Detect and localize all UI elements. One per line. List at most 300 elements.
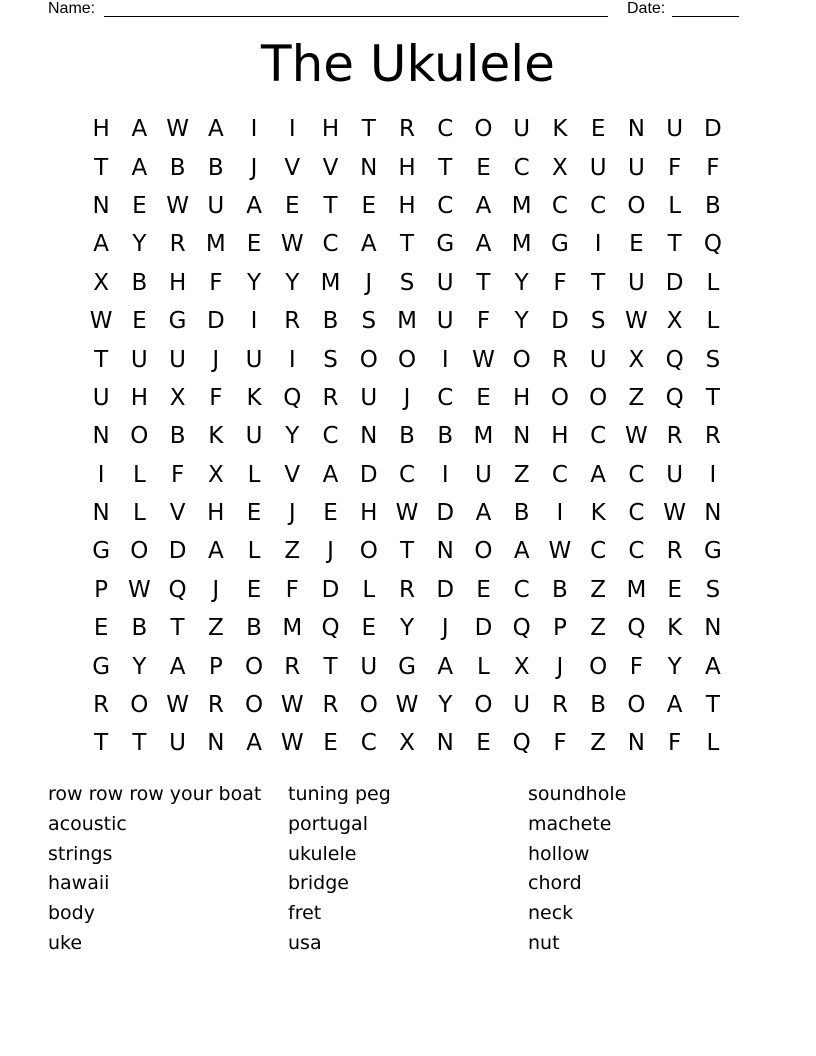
grid-letter[interactable]: C — [590, 192, 607, 219]
grid-letter[interactable]: E — [246, 231, 262, 258]
grid-letter[interactable]: I — [288, 346, 296, 373]
grid-letter[interactable]: E — [361, 192, 377, 219]
grid-letter[interactable]: B — [131, 269, 148, 296]
page-title: The Ukulele — [261, 35, 555, 93]
grid-letter[interactable]: G — [703, 538, 722, 565]
grid-letter[interactable]: F — [476, 308, 491, 335]
grid-letter[interactable]: T — [591, 269, 606, 296]
grid-letter[interactable]: U — [130, 346, 148, 373]
grid-letter[interactable]: F — [706, 154, 720, 181]
grid-letter[interactable]: T — [399, 538, 415, 565]
grid-letter[interactable]: A — [93, 231, 109, 258]
grid-letter[interactable]: Z — [590, 730, 607, 757]
grid-letter[interactable]: F — [668, 730, 682, 757]
grid-letter[interactable]: I — [97, 461, 105, 488]
grid-letter[interactable]: R — [322, 692, 339, 719]
grid-letter[interactable]: M — [397, 308, 417, 335]
grid-letter[interactable]: F — [553, 730, 567, 757]
grid-letter[interactable]: T — [94, 730, 109, 757]
grid-letter[interactable]: T — [705, 384, 720, 411]
grid-letter[interactable]: J — [288, 500, 296, 527]
grid-letter[interactable]: S — [705, 346, 721, 373]
grid-letter[interactable]: A — [131, 154, 148, 181]
grid-letter[interactable]: N — [207, 730, 225, 757]
grid-letter[interactable]: C — [398, 461, 416, 488]
grid-letter[interactable]: D — [321, 576, 340, 603]
grid-letter[interactable]: N — [704, 615, 722, 642]
grid-letter[interactable]: O — [627, 192, 646, 219]
grid-letter[interactable]: Y — [514, 308, 529, 335]
grid-letter[interactable]: H — [360, 500, 378, 527]
grid-letter[interactable]: B — [246, 615, 262, 642]
grid-letter[interactable]: I — [441, 461, 449, 488]
grid-letter[interactable]: G — [92, 538, 111, 565]
grid-letter[interactable]: D — [359, 461, 378, 488]
grid-letter[interactable]: Y — [285, 423, 300, 450]
grid-letter[interactable]: N — [436, 730, 454, 757]
grid-letter[interactable]: L — [362, 576, 376, 603]
grid-letter[interactable]: W — [663, 500, 686, 527]
grid-letter[interactable]: N — [627, 730, 645, 757]
grid-letter[interactable]: L — [706, 269, 720, 296]
grid-letter[interactable]: M — [205, 231, 226, 258]
grid-letter[interactable]: R — [207, 692, 224, 719]
grid-letter[interactable]: Z — [513, 461, 530, 488]
grid-letter[interactable]: B — [704, 192, 721, 219]
grid-letter[interactable]: C — [437, 384, 454, 411]
grid-letter[interactable]: F — [285, 576, 299, 603]
grid-letter[interactable]: U — [666, 461, 684, 488]
grid-letter[interactable]: B — [513, 500, 530, 527]
grid-letter[interactable]: U — [513, 692, 531, 719]
grid-letter[interactable]: T — [667, 231, 682, 258]
grid-row — [82, 494, 732, 532]
grid-letter[interactable]: N — [436, 538, 454, 565]
grid-letter[interactable]: S — [399, 269, 415, 296]
grid-letter[interactable]: B — [437, 423, 454, 450]
grid-letter[interactable]: T — [361, 116, 376, 143]
grid-letter[interactable]: H — [398, 154, 416, 181]
grid-letter[interactable]: E — [590, 116, 606, 143]
grid-letter[interactable]: A — [590, 461, 607, 488]
grid-letter[interactable]: U — [436, 308, 454, 335]
grid-letter[interactable]: Z — [628, 384, 645, 411]
grid-letter[interactable]: M — [320, 269, 341, 296]
grid-letter[interactable]: N — [360, 423, 378, 450]
grid-letter[interactable]: S — [705, 576, 721, 603]
grid-letter[interactable]: J — [556, 653, 564, 680]
grid-letter[interactable]: A — [246, 192, 262, 219]
grid-letter[interactable]: H — [398, 192, 416, 219]
grid-letter[interactable]: Q — [283, 384, 302, 411]
grid-letter[interactable]: W — [625, 308, 648, 335]
grid-letter[interactable]: X — [552, 154, 568, 181]
grid-letter[interactable]: R — [704, 423, 721, 450]
grid-letter[interactable]: U — [513, 116, 531, 143]
grid-letter[interactable]: T — [323, 192, 338, 219]
grid-letter[interactable]: E — [476, 154, 491, 181]
grid-letter[interactable]: Z — [590, 576, 607, 603]
grid-letter[interactable]: F — [553, 269, 567, 296]
grid-letter[interactable]: J — [365, 269, 373, 296]
grid-letter[interactable]: W — [280, 692, 304, 719]
grid-letter[interactable]: R — [666, 538, 683, 565]
grid-letter[interactable]: I — [709, 461, 717, 488]
grid-letter[interactable]: T — [170, 615, 185, 642]
grid-letter[interactable]: G — [398, 653, 416, 680]
grid-letter[interactable]: D — [436, 576, 455, 603]
grid-letter[interactable]: X — [513, 653, 530, 680]
grid-letter[interactable]: B — [131, 615, 148, 642]
grid-letter[interactable]: D — [704, 116, 722, 143]
grid-letter[interactable]: O — [474, 538, 493, 565]
grid-letter[interactable]: C — [322, 231, 339, 258]
grid-letter[interactable]: C — [322, 423, 339, 450]
grid-letter[interactable]: U — [589, 154, 607, 181]
grid-letter[interactable]: E — [323, 730, 338, 757]
grid-letter[interactable]: D — [665, 269, 684, 296]
grid-letter[interactable]: U — [627, 154, 645, 181]
grid-letter[interactable]: V — [284, 154, 301, 181]
grid-letter[interactable]: B — [322, 308, 339, 335]
grid-letter[interactable]: Y — [247, 269, 262, 296]
grid-letter[interactable]: G — [436, 231, 455, 258]
grid-letter[interactable]: C — [437, 116, 454, 143]
grid-letter[interactable]: A — [207, 116, 224, 143]
grid-letter[interactable]: M — [511, 192, 532, 219]
grid-letter[interactable]: N — [92, 192, 110, 219]
grid-letter[interactable]: F — [209, 384, 223, 411]
grid-letter[interactable]: W — [280, 231, 304, 258]
grid-letter[interactable]: Q — [627, 615, 646, 642]
grid-letter[interactable]: G — [551, 231, 569, 258]
grid-letter[interactable]: O — [474, 692, 493, 719]
grid-letter[interactable]: E — [361, 615, 377, 642]
grid-letter[interactable]: A — [207, 538, 224, 565]
grid-letter[interactable]: W — [395, 500, 419, 527]
grid-letter[interactable]: X — [207, 461, 224, 488]
grid-letter[interactable]: B — [169, 154, 186, 181]
grid-letter[interactable]: I — [594, 231, 602, 258]
grid-letter[interactable]: H — [130, 384, 148, 411]
grid-letter[interactable]: C — [513, 154, 530, 181]
grid-letter[interactable]: W — [166, 116, 189, 143]
grid-letter[interactable]: K — [590, 500, 606, 527]
grid-letter[interactable]: R — [284, 308, 301, 335]
grid-letter[interactable]: M — [511, 231, 532, 258]
grid-letter[interactable]: C — [628, 538, 645, 565]
grid-letter[interactable]: E — [476, 730, 491, 757]
grid-letter[interactable]: O — [359, 692, 378, 719]
grid-letter[interactable]: T — [323, 653, 338, 680]
grid-letter[interactable]: E — [285, 192, 300, 219]
grid-letter[interactable]: O — [589, 653, 608, 680]
grid-letter[interactable]: U — [589, 346, 607, 373]
grid-letter[interactable]: R — [93, 692, 110, 719]
grid-letter[interactable]: V — [322, 154, 339, 181]
grid-letter[interactable]: A — [322, 461, 339, 488]
grid-letter[interactable]: Y — [132, 653, 147, 680]
grid-letter[interactable]: H — [513, 384, 531, 411]
grid-letter[interactable]: U — [207, 192, 225, 219]
grid-letter[interactable]: J — [403, 384, 411, 411]
grid-letter[interactable]: R — [551, 346, 568, 373]
grid-letter[interactable]: P — [208, 653, 223, 680]
grid-letter[interactable]: U — [169, 346, 186, 373]
grid-letter[interactable]: M — [473, 423, 494, 450]
grid-letter[interactable]: E — [476, 576, 491, 603]
grid-letter[interactable]: V — [169, 500, 186, 527]
grid-letter[interactable]: V — [284, 461, 301, 488]
grid-letter[interactable]: U — [475, 461, 492, 488]
grid-letter[interactable]: L — [477, 653, 490, 680]
grid-letter[interactable]: H — [168, 269, 187, 296]
grid-letter[interactable]: T — [399, 231, 415, 258]
grid-letter[interactable]: N — [704, 500, 722, 527]
grid-letter[interactable]: T — [132, 730, 147, 757]
grid-letter[interactable]: B — [399, 423, 415, 450]
grid-letter[interactable]: G — [168, 308, 187, 335]
grid-letter[interactable]: C — [551, 461, 568, 488]
grid-letter[interactable]: O — [130, 692, 149, 719]
grid-letter[interactable]: W — [127, 576, 151, 603]
grid-letter[interactable]: C — [513, 576, 530, 603]
grid-letter[interactable]: Y — [285, 269, 300, 296]
grid-row — [82, 647, 732, 685]
grid-letter[interactable]: L — [132, 461, 146, 488]
grid-letter[interactable]: N — [513, 423, 531, 450]
grid-letter[interactable]: S — [323, 346, 338, 373]
grid-letter[interactable]: L — [132, 500, 146, 527]
grid-letter[interactable]: D — [168, 538, 187, 565]
grid-letter[interactable]: W — [166, 692, 189, 719]
grid-letter[interactable]: K — [667, 615, 683, 642]
grid-letter[interactable]: H — [551, 423, 569, 450]
grid-letter[interactable]: C — [551, 192, 568, 219]
grid-letter[interactable]: Q — [321, 615, 340, 642]
grid-letter[interactable]: X — [399, 730, 415, 757]
grid-letter[interactable]: A — [666, 692, 683, 719]
grid-letter[interactable]: W — [395, 692, 419, 719]
grid-letter[interactable]: O — [589, 384, 608, 411]
grid-letter[interactable]: F — [629, 653, 644, 680]
grid-letter[interactable]: U — [92, 384, 110, 411]
grid-letter[interactable]: W — [89, 308, 113, 335]
grid-letter[interactable]: N — [627, 116, 645, 143]
grid-letter[interactable]: M — [282, 615, 303, 642]
grid-letter[interactable]: Z — [207, 615, 224, 642]
name-blank-line[interactable] — [104, 16, 608, 17]
grid-letter[interactable]: F — [170, 461, 185, 488]
grid-letter[interactable]: R — [551, 692, 568, 719]
grid-letter[interactable]: B — [169, 423, 186, 450]
grid-letter[interactable]: R — [666, 423, 683, 450]
grid-letter[interactable]: T — [476, 269, 491, 296]
grid-letter[interactable]: H — [92, 116, 110, 143]
grid-letter[interactable]: R — [169, 231, 186, 258]
grid-letter[interactable]: J — [212, 346, 220, 373]
grid-letter[interactable]: W — [548, 538, 572, 565]
grid-letter[interactable]: E — [246, 576, 262, 603]
grid-letter[interactable]: L — [247, 461, 261, 488]
grid-letter[interactable]: Y — [438, 692, 453, 719]
grid-letter[interactable]: U — [666, 116, 684, 143]
grid-letter[interactable]: A — [437, 653, 454, 680]
grid-letter[interactable]: I — [250, 308, 258, 335]
grid-letter[interactable]: I — [441, 346, 449, 373]
grid-letter[interactable]: E — [667, 576, 682, 603]
grid-letter[interactable]: B — [590, 692, 607, 719]
grid-letter[interactable]: L — [706, 308, 720, 335]
grid-letter[interactable]: Y — [132, 231, 147, 258]
grid-letter[interactable]: D — [436, 500, 455, 527]
grid-letter[interactable]: O — [245, 692, 264, 719]
grid-letter[interactable]: Q — [512, 615, 531, 642]
grid-letter[interactable]: A — [475, 500, 492, 527]
grid-letter[interactable]: X — [628, 346, 645, 373]
grid-letter[interactable]: A — [705, 653, 721, 680]
grid-letter[interactable]: P — [94, 576, 109, 603]
grid-letter[interactable]: A — [131, 116, 148, 143]
grid-letter[interactable]: C — [437, 192, 454, 219]
grid-letter[interactable]: A — [246, 730, 262, 757]
grid-letter[interactable]: E — [93, 615, 109, 642]
grid-letter[interactable]: O — [130, 423, 149, 450]
grid-letter[interactable]: Y — [514, 269, 529, 296]
grid-letter[interactable]: J — [212, 576, 220, 603]
grid-row — [82, 264, 732, 302]
grid-letter[interactable]: N — [360, 154, 378, 181]
grid-letter[interactable]: U — [627, 269, 645, 296]
grid-letter[interactable]: Y — [667, 653, 682, 680]
grid-letter[interactable]: A — [360, 231, 377, 258]
grid-letter[interactable]: O — [397, 346, 417, 373]
grid-letter[interactable]: O — [130, 538, 149, 565]
grid-letter[interactable]: U — [360, 384, 378, 411]
grid-letter[interactable]: W — [472, 346, 495, 373]
grid-letter[interactable]: J — [250, 154, 258, 181]
grid-letter[interactable]: E — [132, 308, 147, 335]
grid-letter[interactable]: X — [93, 269, 109, 296]
grid-row — [82, 609, 732, 647]
grid-letter[interactable]: Q — [665, 384, 684, 411]
grid-letter[interactable]: K — [552, 116, 568, 143]
grid-letter[interactable]: R — [322, 384, 339, 411]
grid-letter[interactable]: J — [441, 615, 449, 642]
grid-letter[interactable]: O — [512, 346, 531, 373]
grid-letter[interactable]: S — [590, 308, 606, 335]
date-blank-line[interactable] — [672, 16, 739, 17]
grid-letter[interactable]: L — [247, 538, 261, 565]
grid-letter[interactable]: T — [705, 692, 720, 719]
grid-letter[interactable]: C — [628, 500, 645, 527]
grid-letter[interactable]: K — [208, 423, 224, 450]
word-list-item: tuning peg — [288, 783, 391, 805]
grid-letter[interactable]: L — [668, 192, 682, 219]
grid-letter[interactable]: R — [399, 116, 415, 143]
grid-letter[interactable]: O — [359, 538, 378, 565]
grid-letter[interactable]: E — [132, 192, 147, 219]
grid-letter[interactable]: J — [327, 538, 334, 565]
grid-letter[interactable]: X — [169, 384, 186, 411]
grid-letter[interactable]: C — [628, 461, 645, 488]
grid-letter[interactable]: P — [552, 615, 567, 642]
grid-letter[interactable]: O — [474, 116, 493, 143]
grid-letter[interactable]: N — [92, 423, 110, 450]
grid-letter[interactable]: E — [323, 500, 338, 527]
grid-letter[interactable]: E — [476, 384, 491, 411]
grid-letter[interactable]: H — [321, 116, 340, 143]
grid-letter[interactable]: W — [166, 192, 189, 219]
grid-letter[interactable]: N — [92, 500, 110, 527]
grid-letter[interactable]: Q — [168, 576, 187, 603]
grid-letter[interactable]: Y — [399, 615, 415, 642]
grid-letter[interactable]: T — [94, 346, 109, 373]
grid-letter[interactable]: O — [359, 346, 378, 373]
grid-letter[interactable]: U — [360, 653, 378, 680]
grid-letter[interactable]: O — [627, 692, 646, 719]
grid-letter[interactable]: W — [625, 423, 648, 450]
grid-row — [82, 340, 732, 378]
grid-letter[interactable]: K — [246, 384, 262, 411]
grid-letter[interactable]: R — [399, 576, 415, 603]
grid-letter[interactable]: U — [169, 730, 186, 757]
word-list — [48, 780, 768, 960]
grid-letter[interactable]: H — [207, 500, 225, 527]
grid-letter[interactable]: A — [169, 653, 186, 680]
grid-letter[interactable]: A — [513, 538, 530, 565]
grid-letter[interactable]: E — [246, 500, 262, 527]
grid-letter[interactable]: E — [629, 231, 644, 258]
grid-letter[interactable]: I — [556, 500, 564, 527]
grid-letter[interactable]: Q — [512, 730, 531, 757]
grid-letter[interactable]: I — [288, 116, 296, 143]
grid-letter[interactable]: T — [94, 154, 109, 181]
grid-letter[interactable]: B — [552, 576, 568, 603]
grid-letter[interactable]: Z — [284, 538, 301, 565]
grid-letter[interactable]: A — [475, 192, 492, 219]
grid-letter[interactable]: U — [245, 346, 263, 373]
grid-letter[interactable]: C — [590, 423, 607, 450]
grid-letter[interactable]: D — [474, 615, 493, 642]
grid-letter[interactable]: U — [436, 269, 454, 296]
grid-letter[interactable]: T — [438, 154, 453, 181]
grid-letter[interactable]: U — [245, 423, 263, 450]
grid-letter[interactable]: A — [475, 231, 492, 258]
grid-letter[interactable]: S — [361, 308, 377, 335]
grid-letter[interactable]: O — [245, 653, 264, 680]
word-list-item: neck — [528, 902, 574, 925]
grid-letter[interactable]: I — [250, 116, 258, 143]
grid-letter[interactable]: D — [551, 308, 569, 335]
grid-letter[interactable]: W — [280, 730, 304, 757]
grid-letter[interactable]: C — [590, 538, 607, 565]
grid-letter[interactable]: Q — [665, 346, 684, 373]
grid-letter[interactable]: G — [92, 653, 111, 680]
grid-letter[interactable]: X — [666, 308, 683, 335]
grid-letter[interactable]: F — [668, 154, 682, 181]
grid-letter[interactable]: Z — [590, 615, 607, 642]
grid-letter[interactable]: D — [206, 308, 225, 335]
grid-letter[interactable]: C — [360, 730, 377, 757]
grid-letter[interactable]: F — [209, 269, 223, 296]
grid-letter[interactable]: Q — [703, 231, 722, 258]
grid-letter[interactable]: R — [284, 653, 301, 680]
grid-letter[interactable]: L — [706, 730, 720, 757]
grid-letter[interactable]: O — [550, 384, 569, 411]
grid-letter[interactable]: B — [207, 154, 224, 181]
grid-letter[interactable]: M — [626, 576, 647, 603]
